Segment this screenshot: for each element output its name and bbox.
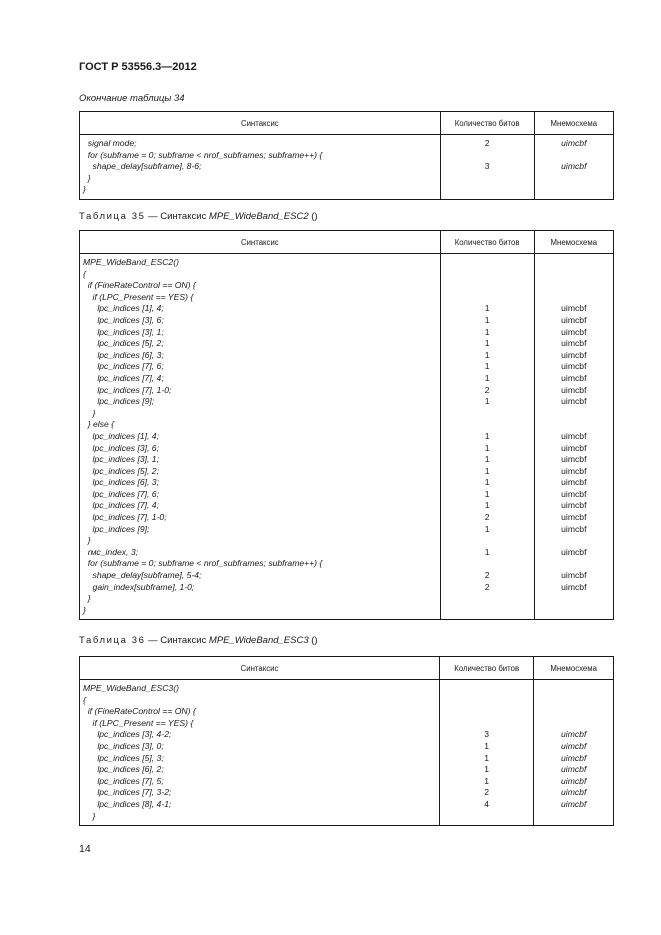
table-line xyxy=(535,269,613,281)
table-line xyxy=(441,605,534,617)
table-line: lpc_indices [3], 4-2; xyxy=(83,729,172,740)
table-line: uimcbf xyxy=(561,523,587,534)
table-line xyxy=(535,292,613,304)
table-line: uimcbf xyxy=(561,314,587,325)
table-line: uimcbf xyxy=(561,512,587,523)
table-line: 1 xyxy=(484,752,490,763)
table-line: } xyxy=(83,810,96,821)
table-line xyxy=(534,718,613,730)
table-line: uimcbf xyxy=(561,581,587,592)
table-line xyxy=(534,706,613,718)
table-line: } xyxy=(83,535,91,546)
table-line: 2 xyxy=(484,512,490,523)
table-line: 4 xyxy=(484,798,490,809)
column-header-mnemonic: Мнемосхема xyxy=(534,112,613,135)
table-line: } xyxy=(83,172,91,183)
table-header-row xyxy=(80,231,614,254)
table-line: lpc_indices [3], 6; xyxy=(83,314,164,325)
table-line: uimcbf xyxy=(561,396,587,407)
table-line: uimcbf xyxy=(561,430,587,441)
table-line xyxy=(440,811,533,823)
table-line: lpc_indices [6], 2; xyxy=(83,764,164,775)
table-line: if (FineRateControl == ON) { xyxy=(83,706,196,717)
table-body-row xyxy=(80,680,614,826)
column-header-mnemonic: Мнемосхема xyxy=(534,657,614,680)
table-line: lpc_indices [7], 4; xyxy=(83,372,164,383)
table-line: 1 xyxy=(484,775,490,786)
table-line: 1 xyxy=(484,442,490,453)
table-line: } else { xyxy=(83,419,115,430)
table36-caption-suffix: () xyxy=(308,635,318,646)
table-line: lpc_indices [6], 3; xyxy=(83,349,164,360)
table-line: 1 xyxy=(484,372,490,383)
table-line: uimcbf xyxy=(561,787,587,798)
table36-caption-function: MPE_WideBand_ESC3 xyxy=(208,635,309,646)
table-line: 2 xyxy=(484,787,490,798)
table-line: lpc_indices [9]; xyxy=(83,523,150,534)
document-header: ГОСТ Р 53556.3—2012 xyxy=(79,61,197,73)
table-line: rмс_index, 3; xyxy=(83,546,138,557)
table-line: uimcbf xyxy=(561,729,587,740)
table-line: lpc_indices [5], 2; xyxy=(83,465,159,476)
table-line: 3 xyxy=(484,729,490,740)
table-line: gain_index[subframe], 1-0; xyxy=(83,581,195,592)
table-line: lpc_indices [8], 4-1; xyxy=(83,798,172,809)
table-line: 1 xyxy=(484,523,490,534)
table-line: lpc_indices [6], 3; xyxy=(83,477,159,488)
table-line: { xyxy=(83,268,86,279)
table-line: uimcbf xyxy=(561,303,587,314)
syntax-cell xyxy=(80,135,441,200)
table-line xyxy=(535,257,613,269)
column-header-mnemonic: Мнемосхема xyxy=(534,231,613,254)
table-line: uimcbf xyxy=(561,338,587,349)
table36-caption xyxy=(79,635,318,646)
table-line: 1 xyxy=(484,764,490,775)
table-line: lpc_indices [3], 0; xyxy=(83,740,164,751)
table-line: uimcbf xyxy=(561,326,587,337)
table-body-row xyxy=(80,254,614,620)
table-line: 1 xyxy=(484,314,490,325)
table-line: 1 xyxy=(484,326,490,337)
table-line: lpc_indices [7], 6; xyxy=(83,361,164,372)
table-line: 3 xyxy=(484,161,490,172)
table-line: lpc_indices [7], 5; xyxy=(83,775,164,786)
table-line: uimcbf xyxy=(561,477,587,488)
table-line xyxy=(441,292,534,304)
table-line xyxy=(535,173,613,185)
column-header-bits: Количество битов xyxy=(440,231,534,254)
table-line: 2 xyxy=(484,570,490,581)
mnemonic-cell xyxy=(534,135,613,200)
table-line xyxy=(440,706,533,718)
table-line: lpc_indices [5], 3; xyxy=(83,752,164,763)
table-line: uimcbf xyxy=(561,764,587,775)
table-line: 1 xyxy=(484,465,490,476)
table-line xyxy=(535,150,613,162)
table-line: uimcbf xyxy=(561,546,587,557)
table-line xyxy=(441,280,534,292)
table-line: uimcbf xyxy=(561,349,587,360)
table-line: uimcbf xyxy=(561,372,587,383)
table-line: 1 xyxy=(484,546,490,557)
table-line: lpc_indices [3], 1; xyxy=(83,326,164,337)
table-line xyxy=(440,718,533,730)
page-number: 14 xyxy=(79,843,91,855)
table-line: uimcbf xyxy=(561,752,587,763)
table-line: } xyxy=(83,407,96,418)
table-line: uimcbf xyxy=(561,740,587,751)
table-line xyxy=(441,593,534,605)
table-line: uimcbf xyxy=(561,500,587,511)
table-line: 1 xyxy=(484,338,490,349)
table34-end xyxy=(79,111,614,200)
table-line: uimcbf xyxy=(561,775,587,786)
table-line: 1 xyxy=(484,488,490,499)
table-line xyxy=(534,695,613,707)
table-line xyxy=(535,605,613,617)
table-line: uimcbf xyxy=(561,138,587,148)
table-line: MPE_WideBand_ESC2() xyxy=(83,257,179,267)
table-line xyxy=(441,150,534,162)
table-line: { xyxy=(83,694,86,705)
table-line: 1 xyxy=(484,430,490,441)
table-line: uimcbf xyxy=(561,465,587,476)
table-line: MPE_WideBand_ESC3() xyxy=(83,683,179,693)
table-line: uimcbf xyxy=(561,798,587,809)
mnemonic-cell xyxy=(534,254,613,620)
table35 xyxy=(79,230,614,620)
table-line: 1 xyxy=(484,396,490,407)
table-line: lpc_indices [7], 4; xyxy=(83,500,159,511)
column-header-syntax: Синтаксис xyxy=(80,231,441,254)
table-line: signal mode; xyxy=(83,138,137,148)
table-line xyxy=(441,558,534,570)
table-line: lpc_indices [7], 6; xyxy=(83,488,159,499)
table-line: uimcbf xyxy=(561,442,587,453)
table-header-row xyxy=(80,112,614,135)
table-line xyxy=(440,683,533,695)
mnemonic-cell xyxy=(534,680,614,826)
table-line: lpc_indices [5], 2; xyxy=(83,338,164,349)
table34-caption: Окончание таблицы 34 xyxy=(79,93,185,104)
table-line xyxy=(535,408,613,420)
table-line xyxy=(535,558,613,570)
table-line: 1 xyxy=(484,303,490,314)
table-line: 1 xyxy=(484,500,490,511)
table-line: 2 xyxy=(484,581,490,592)
table-line: if (LPC_Present == YES) { xyxy=(83,291,194,302)
table-line: 2 xyxy=(484,384,490,395)
table-line: uimcbf xyxy=(561,488,587,499)
table35-caption-number: Таблица 35 xyxy=(79,211,146,222)
table-line: 1 xyxy=(484,454,490,465)
table36 xyxy=(79,656,614,826)
table36-caption-number: Таблица 36 xyxy=(79,635,146,646)
table35-caption-text: — Синтаксис xyxy=(145,211,209,222)
table-line xyxy=(441,257,534,269)
syntax-cell xyxy=(80,254,441,620)
table-line: 1 xyxy=(484,477,490,488)
table-line: 1 xyxy=(484,349,490,360)
table-line: uimcbf xyxy=(561,570,587,581)
table-body-row xyxy=(80,135,614,200)
table-line: for (subframe = 0; subframe < nrof_subframes; subframe++) { xyxy=(83,558,323,569)
table-line xyxy=(441,408,534,420)
table-line: lpc_indices [1], 4; xyxy=(83,303,164,314)
table-line xyxy=(441,184,534,196)
table-line: lpc_indices [7], 1-0; xyxy=(83,512,167,523)
table-line: lpc_indices [1], 4; xyxy=(83,430,159,441)
table-line xyxy=(441,269,534,281)
table-line: for (subframe = 0; subframe < nrof_subframes; subframe++) { xyxy=(83,149,323,160)
table-header-row xyxy=(80,657,614,680)
table-line: lpc_indices [9]; xyxy=(83,396,155,407)
table-line: if (FineRateControl == ON) { xyxy=(83,280,196,291)
table-line: uimcbf xyxy=(561,161,587,172)
table-line: lpc_indices [7], 1-0; xyxy=(83,384,172,395)
table35-caption-function: MPE_WideBand_ESC2 xyxy=(208,211,309,222)
table-line: shape_delay[subframe], 8-6; xyxy=(83,161,202,172)
table-line xyxy=(441,419,534,431)
table-line: shape_delay[subframe], 5-4; xyxy=(83,570,202,581)
table-line xyxy=(534,811,613,823)
table35-caption-suffix: () xyxy=(308,211,318,222)
table-line: uimcbf xyxy=(561,361,587,372)
table36-caption-text: — Синтаксис xyxy=(145,635,209,646)
table-line xyxy=(534,683,613,695)
table-line xyxy=(441,535,534,547)
table-line xyxy=(535,184,613,196)
table-line xyxy=(535,419,613,431)
table-line xyxy=(535,593,613,605)
table-line: 2 xyxy=(484,138,490,148)
table-line: lpc_indices [3], 1; xyxy=(83,454,159,465)
bits-cell xyxy=(440,254,534,620)
column-header-bits: Количество битов xyxy=(440,657,534,680)
table-line xyxy=(535,280,613,292)
table35-caption xyxy=(79,211,318,222)
table-line: uimcbf xyxy=(561,454,587,465)
table-line: 1 xyxy=(484,361,490,372)
bits-cell xyxy=(440,135,534,200)
table-line xyxy=(535,535,613,547)
table-line: } xyxy=(83,593,91,604)
table-line xyxy=(440,695,533,707)
column-header-syntax: Синтаксис xyxy=(80,657,440,680)
table-line: lpc_indices [7], 3-2; xyxy=(83,787,172,798)
table-line: 1 xyxy=(484,740,490,751)
table-line: if (LPC_Present == YES) { xyxy=(83,717,194,728)
table-line: } xyxy=(83,184,86,195)
table-line: lpc_indices [3], 6; xyxy=(83,442,159,453)
syntax-cell xyxy=(80,680,440,826)
bits-cell xyxy=(440,680,534,826)
table-line: uimcbf xyxy=(561,384,587,395)
column-header-syntax: Синтаксис xyxy=(80,112,441,135)
column-header-bits: Количество битов xyxy=(440,112,534,135)
table-line: } xyxy=(83,604,86,615)
table-line xyxy=(441,173,534,185)
